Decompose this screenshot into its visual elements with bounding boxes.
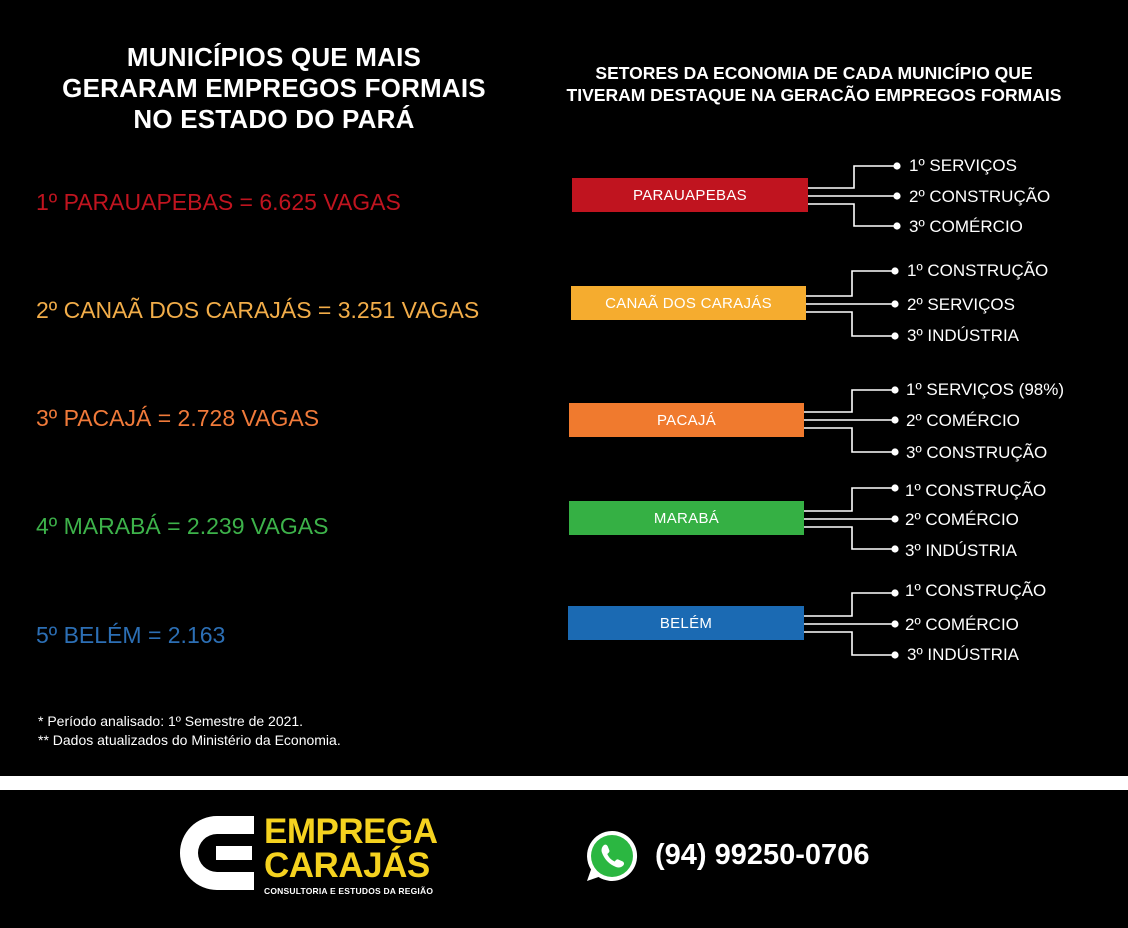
footnote-period: * Período analisado: 1º Semestre de 2021. bbox=[38, 713, 304, 729]
ranking-item-1: 1º PARAUAPEBAS = 6.625 VAGAS bbox=[36, 189, 401, 215]
brand-tagline: CONSULTORIA E ESTUDOS DA REGIÃO bbox=[264, 886, 434, 896]
municipality-box-parauapebas: PARAUAPEBAS bbox=[572, 178, 808, 212]
brand-name-line1: EMPREGA bbox=[264, 812, 438, 851]
ranking-item-4: 4º MARABÁ = 2.239 VAGAS bbox=[36, 513, 329, 539]
connector-dot bbox=[891, 484, 898, 491]
ranking-item-5: 5º BELÉM = 2.163 bbox=[36, 622, 226, 648]
connector-line bbox=[804, 488, 894, 549]
left-title-line: GERARAM EMPREGOS FORMAIS bbox=[62, 73, 486, 103]
sector-label: 1º SERVIÇOS bbox=[909, 156, 1017, 175]
phone-number[interactable]: (94) 99250-0706 bbox=[655, 839, 870, 871]
municipality-box-maraba: MARABÁ bbox=[569, 501, 804, 535]
brand-name-line2: CARAJÁS bbox=[264, 846, 430, 885]
connector-dot bbox=[891, 651, 898, 658]
connector-dot bbox=[891, 545, 898, 552]
connector-dot bbox=[891, 620, 898, 627]
right-title-line: SETORES DA ECONOMIA DE CADA MUNICÍPIO QUE bbox=[595, 63, 1033, 83]
footer-divider bbox=[0, 776, 1128, 790]
sector-label: 3º INDÚSTRIA bbox=[907, 326, 1020, 345]
connector-line bbox=[804, 390, 894, 452]
connector-dot bbox=[891, 515, 898, 522]
ranking-item-2: 2º CANAÃ DOS CARAJÁS = 3.251 VAGAS bbox=[36, 297, 480, 323]
connector-dot bbox=[891, 300, 898, 307]
sector-label: 3º INDÚSTRIA bbox=[907, 645, 1020, 664]
connector-dot bbox=[891, 416, 898, 423]
connector-dot bbox=[891, 589, 898, 596]
connector-dot bbox=[891, 332, 898, 339]
sector-label: 1º CONSTRUÇÃO bbox=[907, 261, 1049, 280]
footnote-source: ** Dados atualizados do Ministério da Economia. bbox=[38, 732, 341, 748]
sector-label: 3º INDÚSTRIA bbox=[905, 541, 1018, 560]
connector-dot bbox=[891, 448, 898, 455]
sector-label: 2º COMÉRCIO bbox=[905, 615, 1019, 634]
municipality-box-canaa: CANAÃ DOS CARAJÁS bbox=[571, 286, 806, 320]
left-title-line: MUNICÍPIOS QUE MAIS bbox=[126, 42, 422, 72]
sector-label: 1º SERVIÇOS (98%) bbox=[906, 380, 1065, 399]
municipality-box-belem: BELÉM bbox=[568, 606, 804, 640]
sector-label: 3º CONSTRUÇÃO bbox=[906, 443, 1048, 462]
sector-label: 1º CONSTRUÇÃO bbox=[905, 481, 1047, 500]
sector-label: 3º COMÉRCIO bbox=[909, 217, 1023, 236]
whatsapp-icon[interactable] bbox=[584, 828, 640, 884]
sector-label: 2º COMÉRCIO bbox=[906, 411, 1020, 430]
municipality-box-pacaja: PACAJÁ bbox=[569, 403, 804, 437]
connector-dot bbox=[891, 267, 898, 274]
connector-dot bbox=[893, 222, 900, 229]
brand-logo-icon bbox=[176, 812, 258, 894]
connector-line bbox=[808, 166, 896, 226]
sector-label: 2º COMÉRCIO bbox=[905, 510, 1019, 529]
connector-dot bbox=[893, 192, 900, 199]
connector-dot bbox=[893, 162, 900, 169]
right-title-line: TIVERAM DESTAQUE NA GERACÃO EMPREGOS FORMAIS bbox=[566, 85, 1062, 105]
connector-line bbox=[806, 271, 894, 336]
sector-label: 2º SERVIÇOS bbox=[907, 295, 1015, 314]
left-title-line: NO ESTADO DO PARÁ bbox=[133, 104, 415, 134]
sector-label: 1º CONSTRUÇÃO bbox=[905, 581, 1047, 600]
sector-label: 2º CONSTRUÇÃO bbox=[909, 187, 1051, 206]
connector-line bbox=[804, 593, 894, 655]
ranking-item-3: 3º PACAJÁ = 2.728 VAGAS bbox=[36, 405, 320, 431]
connector-dot bbox=[891, 386, 898, 393]
